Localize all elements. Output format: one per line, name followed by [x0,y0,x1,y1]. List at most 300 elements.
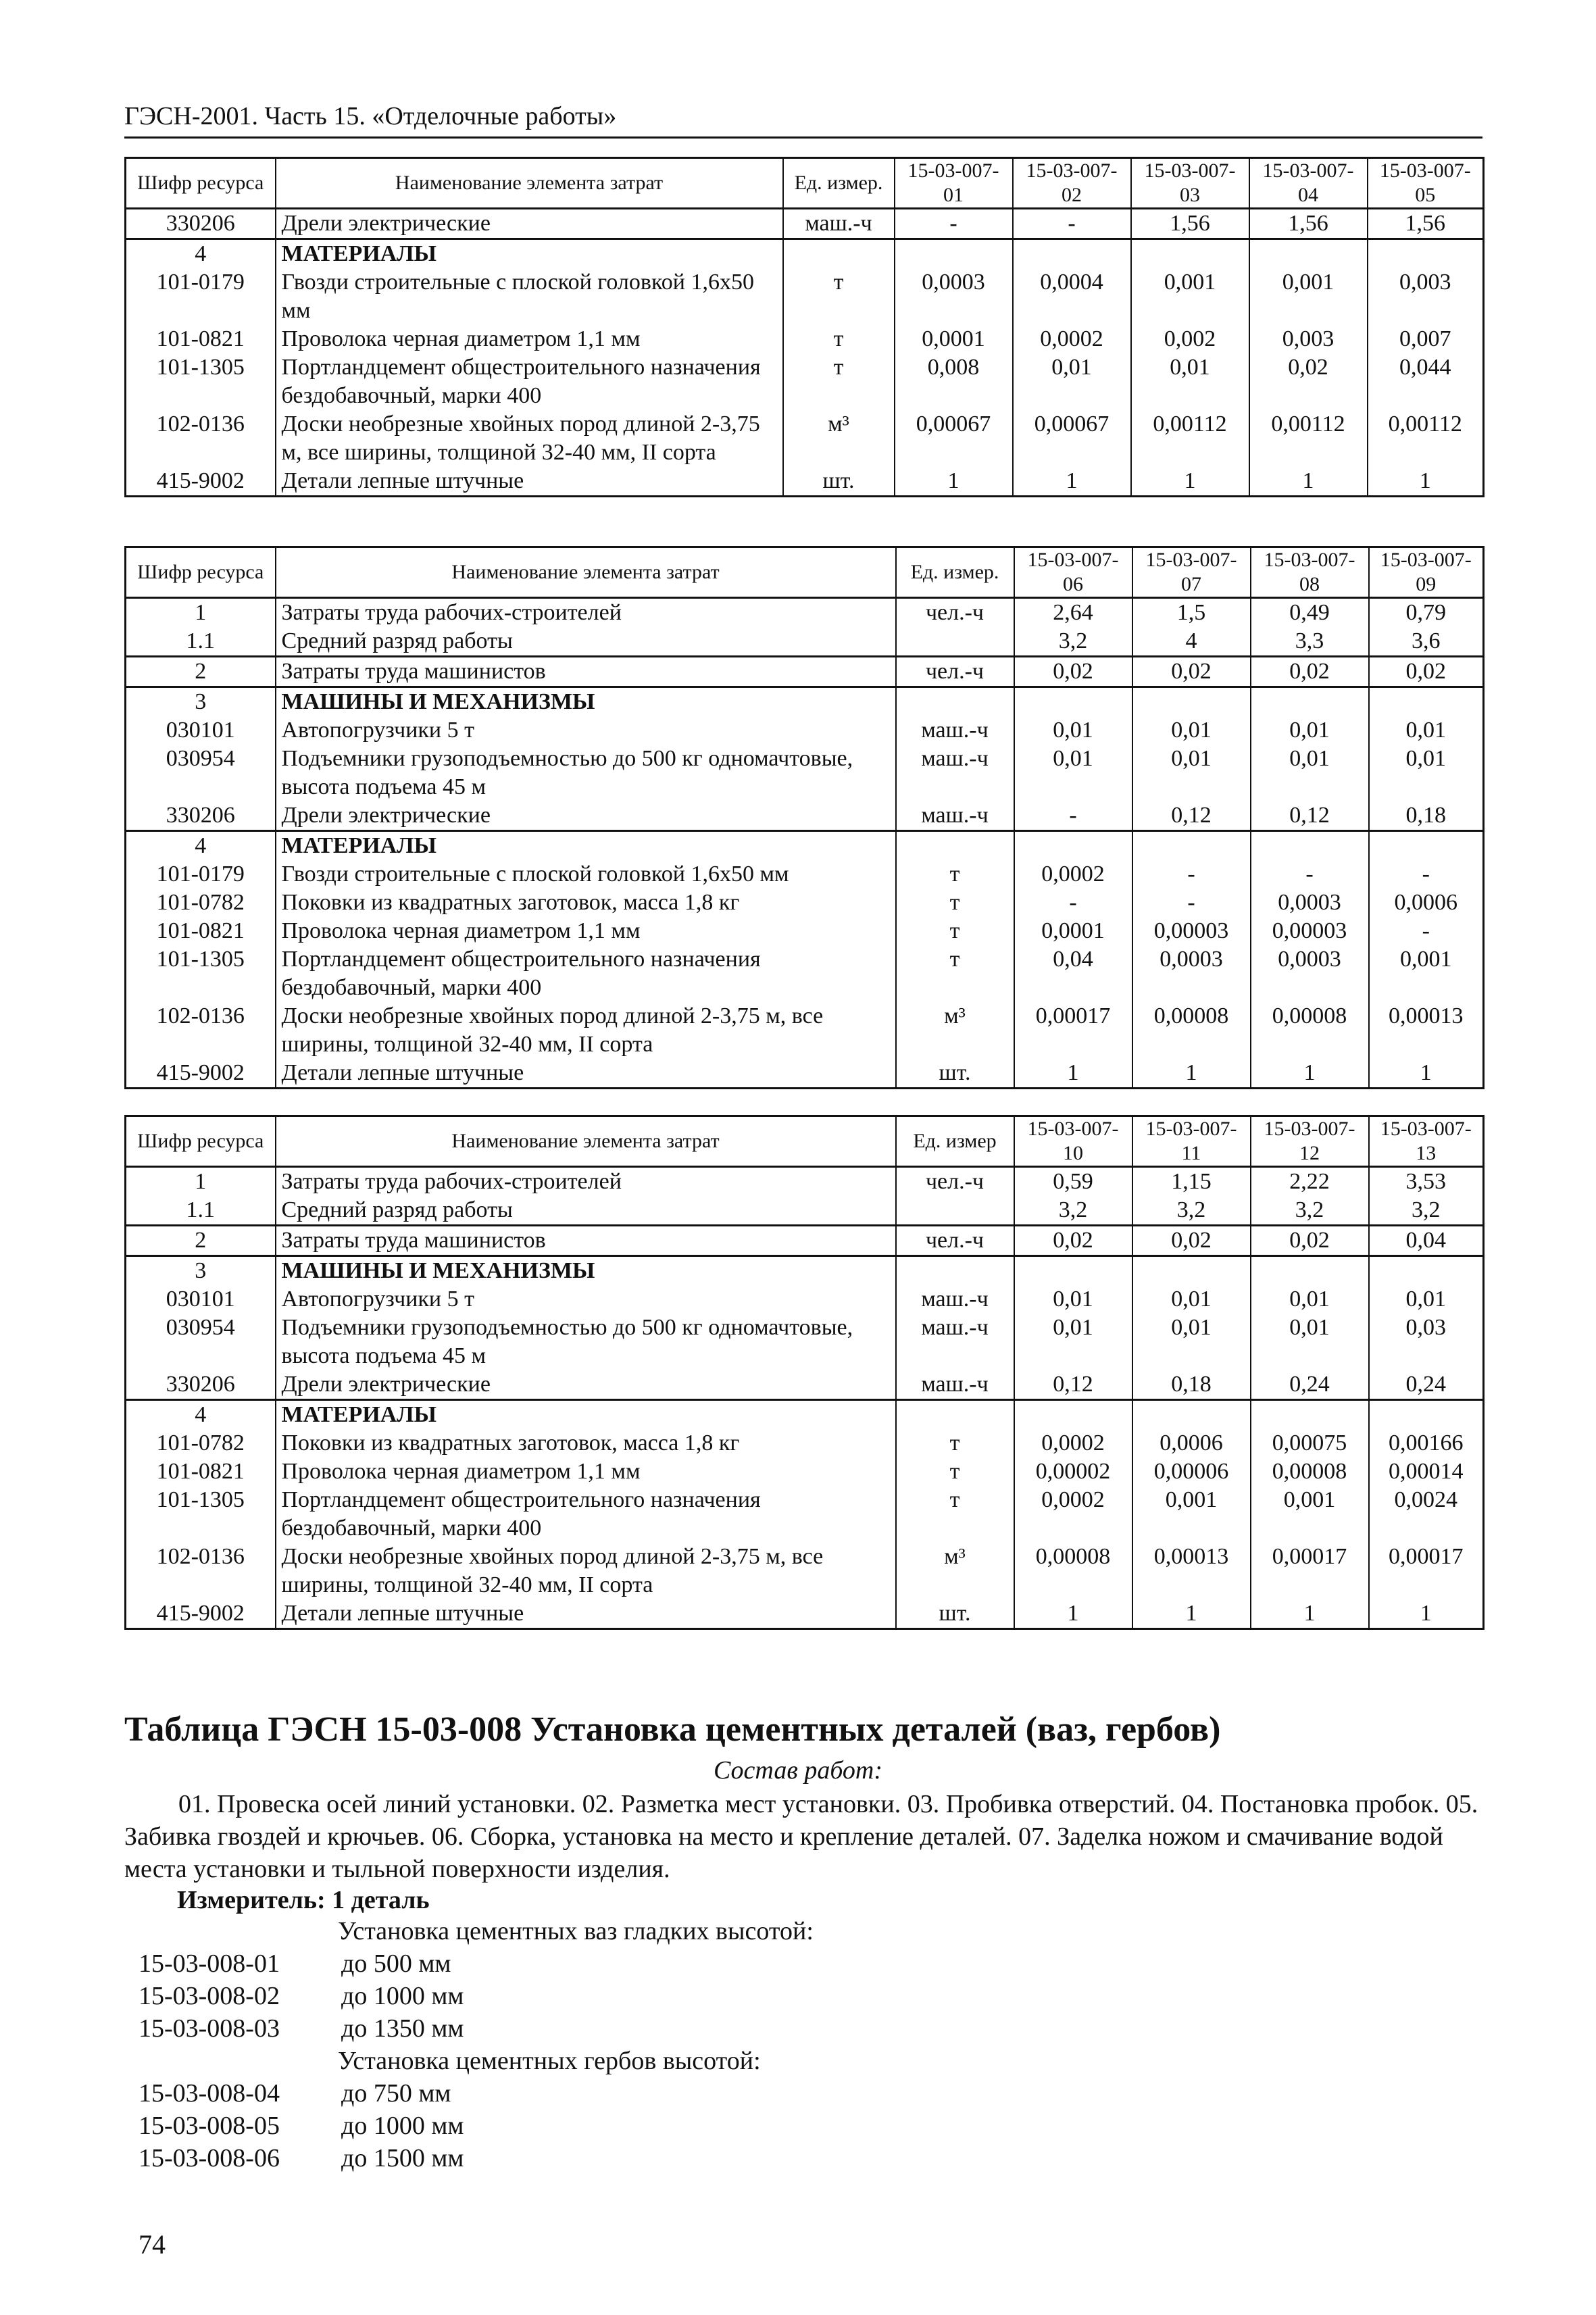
cell-value [895,239,1013,269]
cell-value: - [1014,889,1132,917]
cell-value: 0,0002 [1013,325,1131,353]
cell-value: 0,01 [1132,716,1251,745]
cell-value [1132,1256,1251,1286]
cell-value: 0,0003 [1251,945,1369,1002]
cell-value [1251,1400,1369,1430]
cell-value: 0,24 [1369,1370,1484,1400]
cell-value: 0,001 [1131,268,1249,325]
cell-name: Средний разряд работы [276,1196,896,1226]
table-row [126,945,1484,1002]
cell-code: 330206 [126,209,276,239]
item-code: 15-03-008-04 [139,2079,280,2108]
cell-value: 0,02 [1369,657,1484,687]
cell-code: 4 [126,239,276,269]
norm-list [139,1915,814,2174]
cell-name: Затраты труда рабочих-строителей [276,1167,896,1197]
cell-unit: т [896,1429,1014,1458]
cell-unit [783,239,895,269]
cell-value: 0,0003 [895,268,1013,325]
header-norm-code: 15-03-007-04 [1249,158,1368,209]
cell-value: 0,0002 [1014,1429,1132,1458]
table-row [126,860,1484,889]
cell-value [1369,687,1484,717]
item-text: до 750 мм [341,2079,451,2108]
cell-value: 0,12 [1251,801,1369,831]
cell-code: 101-1305 [126,1486,276,1543]
cell-unit: шт. [896,1599,1014,1629]
item-code: 15-03-008-05 [139,2112,280,2140]
table-row [126,627,1484,657]
cell-value: 1 [1014,1059,1132,1089]
group-heading-vases: Установка цементных ваз гладких высотой: [338,1917,814,1945]
cell-value [1369,831,1484,861]
cell-value: 0,01 [1369,1285,1484,1314]
cell-value: 0,01 [1014,1314,1132,1370]
list-item [139,2012,814,2045]
section-row [126,1256,1484,1286]
cell-code: 415-9002 [126,1599,276,1629]
cell-value: 0,003 [1249,325,1368,353]
list-item [139,1980,814,2012]
cell-value: 0,001 [1251,1486,1369,1543]
table-row [126,598,1484,628]
cell-value: 3,2 [1369,1196,1484,1226]
cell-value: 0,01 [1132,1314,1251,1370]
cell-name: МАТЕРИАЛЫ [276,1400,896,1430]
cell-code: 102-0136 [126,1002,276,1059]
table-row [126,325,1484,353]
cell-value [1014,1256,1132,1286]
cell-value: 0,02 [1132,657,1251,687]
item-text: до 1350 мм [341,2014,464,2043]
header-code: Шифр ресурса [126,547,276,598]
list-item [139,2110,814,2142]
cell-code: 102-0136 [126,1543,276,1599]
cell-value: 0,01 [1013,353,1131,410]
cell-name: Гвозди строительные с плоской головкой 1,6х50 мм [276,268,783,325]
cell-value [1251,1256,1369,1286]
cell-value: - [1014,801,1132,831]
cell-code: 101-1305 [126,945,276,1002]
cell-value [1249,239,1368,269]
cell-value: 0,003 [1368,268,1484,325]
cell-value: 3,2 [1014,1196,1132,1226]
cell-code: 1 [126,598,276,628]
cell-value: - [1369,917,1484,945]
cell-code: 101-0782 [126,1429,276,1458]
table-row [126,209,1484,239]
cell-name: Проволока черная диаметром 1,1 мм [276,917,896,945]
cell-value: 0,02 [1249,353,1368,410]
cell-unit: шт. [783,467,895,497]
cell-unit [896,627,1014,657]
cell-unit: м³ [896,1002,1014,1059]
cell-value: 0,01 [1251,1314,1369,1370]
cell-name: Портландцемент общестроительного назначения бездобавочный, марки 400 [276,353,783,410]
header-name: Наименование элемента затрат [276,547,896,598]
header-norm-code: 15-03-007-06 [1014,547,1132,598]
cell-value: 0,01 [1369,745,1484,801]
table-row [126,1429,1484,1458]
cell-value: 0,00014 [1369,1458,1484,1486]
cell-value: 0,00013 [1132,1543,1251,1599]
cell-code: 101-0821 [126,325,276,353]
section-row [126,1400,1484,1430]
cell-value: 0,00017 [1014,1002,1132,1059]
cell-value: 1 [1132,1599,1251,1629]
cell-code: 3 [126,687,276,717]
cell-name: Средний разряд работы [276,627,896,657]
cell-value: 3,6 [1369,627,1484,657]
cell-value: 1 [1249,467,1368,497]
cell-value [1014,831,1132,861]
cell-value [1251,687,1369,717]
cell-code: 030954 [126,745,276,801]
cell-value: - [1369,860,1484,889]
header-norm-code: 15-03-007-10 [1014,1116,1132,1167]
page-number: 74 [139,2229,166,2260]
cell-value: 0,001 [1369,945,1484,1002]
composition-text: 01. Провеска осей линий установки. 02. Разметка мест установки. 03. Пробивка отверстий. 04. Постановка пробок. 05. Забивка гвоздей и крючьев. 06. Сборка, установка на место и крепление деталей. 07. Заделка ножом и смачивание водой места установки и тыльной поверхности изделия. [124,1790,1478,1883]
cell-name: Детали лепные штучные [276,467,783,497]
cell-unit: маш.-ч [783,209,895,239]
cell-value: - [1013,209,1131,239]
table-row [126,716,1484,745]
table-row [126,745,1484,801]
cell-value: 0,01 [1014,745,1132,801]
cell-code: 030101 [126,1285,276,1314]
cell-value: 1 [1368,467,1484,497]
cell-value: 0,00067 [895,410,1013,467]
cell-value: - [1251,860,1369,889]
cell-code: 101-0821 [126,917,276,945]
cell-code: 2 [126,1226,276,1256]
item-text: до 1500 мм [341,2144,464,2172]
cell-unit: маш.-ч [896,1314,1014,1370]
cell-value: 0,00006 [1132,1458,1251,1486]
cell-value: 0,03 [1369,1314,1484,1370]
cell-value: 0,59 [1014,1167,1132,1197]
cell-value: 1,15 [1132,1167,1251,1197]
cell-value: 4 [1132,627,1251,657]
section-title: Таблица ГЭСН 15-03-008 Установка цементных деталей (ваз, гербов) [124,1710,1221,1749]
cell-value: 0,04 [1014,945,1132,1002]
cell-name: МАШИНЫ И МЕХАНИЗМЫ [276,1256,896,1286]
cell-unit: чел.-ч [896,1226,1014,1256]
cell-name: Поковки из квадратных заготовок, масса 1,8 кг [276,889,896,917]
cell-unit: маш.-ч [896,716,1014,745]
section-row [126,239,1484,269]
cell-value [1132,687,1251,717]
item-code: 15-03-008-01 [139,1949,280,1978]
item-code: 15-03-008-02 [139,1982,280,2010]
cell-unit: маш.-ч [896,801,1014,831]
table-header-row [126,158,1484,209]
cell-code: 030101 [126,716,276,745]
header-norm-code: 15-03-007-05 [1368,158,1484,209]
table-row [126,410,1484,467]
cell-value: 3,2 [1132,1196,1251,1226]
cell-value: 0,001 [1249,268,1368,325]
cell-name: Проволока черная диаметром 1,1 мм [276,1458,896,1486]
cell-code: 101-0179 [126,860,276,889]
cell-unit [896,1400,1014,1430]
cell-code: 2 [126,657,276,687]
cell-code: 415-9002 [126,467,276,497]
cell-value: 0,0003 [1132,945,1251,1002]
table-header-row [126,547,1484,598]
cell-name: Портландцемент общестроительного назначения бездобавочный, марки 400 [276,1486,896,1543]
cell-name: Затраты труда машинистов [276,657,896,687]
cell-value: 0,00112 [1131,410,1249,467]
cell-unit: чел.-ч [896,657,1014,687]
cell-value: 0,0004 [1013,268,1131,325]
header-norm-code: 15-03-007-12 [1251,1116,1369,1167]
cell-name: МАТЕРИАЛЫ [276,831,896,861]
cell-value: 1 [1369,1599,1484,1629]
table-row [126,1226,1484,1256]
cell-unit [896,1256,1014,1286]
cell-value [1013,239,1131,269]
cell-unit [896,831,1014,861]
cell-value: 0,02 [1014,1226,1132,1256]
header-norm-code: 15-03-007-07 [1132,547,1251,598]
cell-value: 0,0001 [895,325,1013,353]
item-text: до 1000 мм [341,2112,464,2140]
cell-unit: т [896,945,1014,1002]
cell-code: 1.1 [126,627,276,657]
table-row [126,353,1484,410]
header-name: Наименование элемента затрат [276,1116,896,1167]
cell-value: 0,12 [1014,1370,1132,1400]
header-name: Наименование элемента затрат [276,158,783,209]
cell-value: 2,64 [1014,598,1132,628]
cell-value: 1 [1013,467,1131,497]
header-unit: Ед. измер. [896,547,1014,598]
cell-value: 1 [1132,1059,1251,1089]
table-row [126,917,1484,945]
cell-value: 1,56 [1249,209,1368,239]
table-row [126,1314,1484,1370]
cell-value: - [1132,860,1251,889]
list-item [139,1947,814,1980]
cell-value: 0,01 [1014,716,1132,745]
cell-code: 330206 [126,1370,276,1400]
cell-value: 0,0006 [1369,889,1484,917]
cell-value: 0,01 [1132,1285,1251,1314]
cell-value: 0,00112 [1249,410,1368,467]
cell-value: 0,0001 [1014,917,1132,945]
header-code: Шифр ресурса [126,1116,276,1167]
table-row [126,1458,1484,1486]
cell-name: Автопогрузчики 5 т [276,1285,896,1314]
cell-value: 3,2 [1251,1196,1369,1226]
cell-value: 3,2 [1014,627,1132,657]
cell-value: - [895,209,1013,239]
cell-value: 0,00166 [1369,1429,1484,1458]
cell-value: 0,00067 [1013,410,1131,467]
cell-value: 0,0024 [1369,1486,1484,1543]
cell-value: 0,01 [1251,1285,1369,1314]
cell-code: 102-0136 [126,410,276,467]
cell-value: 1 [1251,1059,1369,1089]
table-row [126,1599,1484,1629]
cell-value: 0,008 [895,353,1013,410]
cell-unit: т [896,1458,1014,1486]
cell-unit: т [783,268,895,325]
cell-value: 0,24 [1251,1370,1369,1400]
cell-value: 0,18 [1132,1370,1251,1400]
header-norm-code: 15-03-007-01 [895,158,1013,209]
cell-value: 0,0002 [1014,860,1132,889]
cell-value [1132,1400,1251,1430]
table-row [126,1486,1484,1543]
cell-value: 1,5 [1132,598,1251,628]
cell-code: 1.1 [126,1196,276,1226]
cell-name: Гвозди строительные с плоской головкой 1,6х50 мм [276,860,896,889]
table-row [126,1059,1484,1089]
cell-value: 0,18 [1369,801,1484,831]
cell-value: 0,044 [1368,353,1484,410]
cell-value: 0,00112 [1368,410,1484,467]
table-row [126,467,1484,497]
cell-value: 0,01 [1014,1285,1132,1314]
group-heading-coats: Установка цементных гербов высотой: [338,2047,761,2075]
cell-value: 0,007 [1368,325,1484,353]
cell-value [1014,1400,1132,1430]
header-code: Шифр ресурса [126,158,276,209]
cell-unit: шт. [896,1059,1014,1089]
cell-value [1368,239,1484,269]
cell-value: 0,12 [1132,801,1251,831]
resource-table-1 [124,157,1485,497]
cell-code: 101-0179 [126,268,276,325]
cell-code: 330206 [126,801,276,831]
cell-code: 030954 [126,1314,276,1370]
header-norm-code: 15-03-007-13 [1369,1116,1484,1167]
header-norm-code: 15-03-007-08 [1251,547,1369,598]
cell-unit: маш.-ч [896,745,1014,801]
cell-name: Подъемники грузоподъемностью до 500 кг одномачтовые, высота подъема 45 м [276,745,896,801]
cell-value: 0,00008 [1132,1002,1251,1059]
measure-unit: Измеритель: 1 деталь [177,1886,430,1914]
table-row [126,1543,1484,1599]
table-row [126,1002,1484,1059]
cell-code: 101-0821 [126,1458,276,1486]
cell-unit: т [896,860,1014,889]
cell-name: МАШИНЫ И МЕХАНИЗМЫ [276,687,896,717]
table-row [126,1196,1484,1226]
cell-unit: т [783,325,895,353]
cell-value: 0,79 [1369,598,1484,628]
cell-code: 4 [126,831,276,861]
cell-value [1131,239,1249,269]
table-header-row [126,1116,1484,1167]
table-row [126,889,1484,917]
cell-unit: т [896,917,1014,945]
cell-name: МАТЕРИАЛЫ [276,239,783,269]
item-text: до 500 мм [341,1949,451,1978]
section-row [126,687,1484,717]
cell-value: 0,04 [1369,1226,1484,1256]
cell-name: Поковки из квадратных заготовок, масса 1,8 кг [276,1429,896,1458]
resource-table-2 [124,546,1485,1089]
cell-value [1132,831,1251,861]
cell-value: 0,00008 [1014,1543,1132,1599]
cell-value: 0,49 [1251,598,1369,628]
cell-unit: чел.-ч [896,598,1014,628]
item-code: 15-03-008-06 [139,2144,280,2172]
cell-name: Дрели электрические [276,209,783,239]
header-norm-code: 15-03-007-09 [1369,547,1484,598]
resource-table-3 [124,1115,1485,1630]
cell-unit: маш.-ч [896,1285,1014,1314]
cell-value: 0,00002 [1014,1458,1132,1486]
cell-value: 1,56 [1368,209,1484,239]
cell-value: 0,0003 [1251,889,1369,917]
header-unit: Ед. измер. [783,158,895,209]
table-row [126,1167,1484,1197]
cell-value: 0,00075 [1251,1429,1369,1458]
cell-value: 0,00008 [1251,1002,1369,1059]
table-row [126,801,1484,831]
cell-name: Портландцемент общестроительного назначения бездобавочный, марки 400 [276,945,896,1002]
cell-name: Дрели электрические [276,801,896,831]
table-row [126,268,1484,325]
cell-code: 1 [126,1167,276,1197]
cell-name: Проволока черная диаметром 1,1 мм [276,325,783,353]
cell-value: 0,00003 [1132,917,1251,945]
cell-value: 1 [1014,1599,1132,1629]
header-norm-code: 15-03-007-11 [1132,1116,1251,1167]
cell-name: Подъемники грузоподъемностью до 500 кг одномачтовые, высота подъема 45 м [276,1314,896,1370]
cell-value: 0,02 [1132,1226,1251,1256]
composition-heading: Состав работ: [713,1756,883,1785]
cell-name: Затраты труда рабочих-строителей [276,598,896,628]
cell-value: 0,0002 [1014,1486,1132,1543]
item-code: 15-03-008-03 [139,2014,280,2043]
cell-value: 0,02 [1251,657,1369,687]
cell-value: - [1132,889,1251,917]
cell-unit [896,687,1014,717]
cell-value: 1 [1131,467,1249,497]
cell-name: Доски необрезные хвойных пород длиной 2-3,75 м, все ширины, толщиной 32-40 мм, II сорта [276,410,783,467]
cell-unit [896,1196,1014,1226]
cell-code: 101-1305 [126,353,276,410]
cell-code: 415-9002 [126,1059,276,1089]
cell-code: 101-0782 [126,889,276,917]
cell-value: 1,56 [1131,209,1249,239]
section-row [126,831,1484,861]
cell-value: 0,02 [1014,657,1132,687]
cell-unit: чел.-ч [896,1167,1014,1197]
item-text: до 1000 мм [341,1982,464,2010]
cell-value: 0,0006 [1132,1429,1251,1458]
cell-value: 0,00003 [1251,917,1369,945]
page-header: ГЭСН-2001. Часть 15. «Отделочные работы» [124,101,1482,139]
cell-value: 0,002 [1131,325,1249,353]
cell-value: 0,00017 [1369,1543,1484,1599]
cell-value: 0,01 [1251,716,1369,745]
cell-name: Детали лепные штучные [276,1059,896,1089]
cell-value: 1 [1369,1059,1484,1089]
cell-value: 0,01 [1132,745,1251,801]
cell-name: Детали лепные штучные [276,1599,896,1629]
cell-value: 3,53 [1369,1167,1484,1197]
cell-value: 2,22 [1251,1167,1369,1197]
cell-value [1014,687,1132,717]
cell-code: 4 [126,1400,276,1430]
